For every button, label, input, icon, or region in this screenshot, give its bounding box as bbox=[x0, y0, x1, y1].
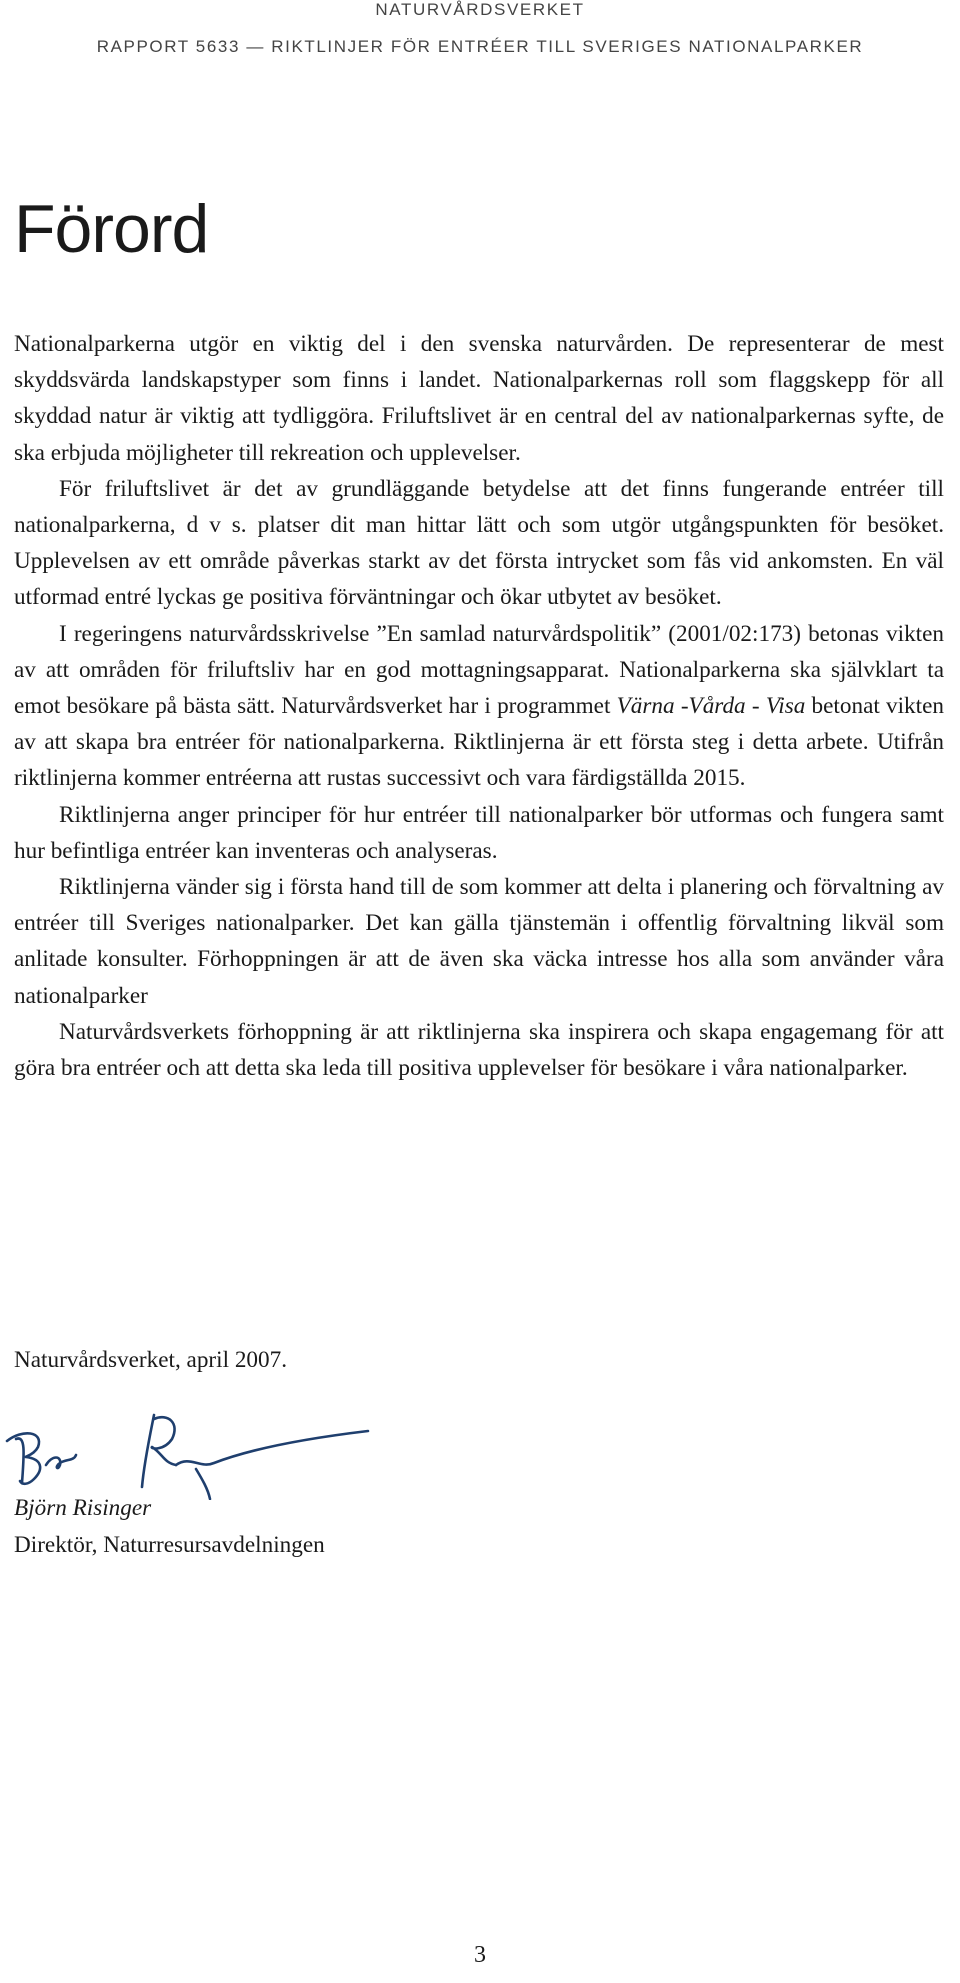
paragraph-2: För friluftslivet är det av grundläggande betydelse att det finns fungerande entréer till nationalparkerna, d v s. platser dit man hittar lätt och som utgör utgångspunkten för besöket. Upplevelsen av ett område påverkas starkt av det första intrycket som fås vid ankomsten. En väl utformad entré lyckas ge positiva förväntningar och ökar utbytet av besöket. bbox=[14, 475, 944, 611]
preface-body bbox=[14, 326, 944, 1086]
page-title: Förord bbox=[14, 191, 209, 267]
paragraph-3 bbox=[14, 616, 944, 797]
signature-stroke-tail bbox=[176, 1431, 368, 1465]
paragraph-1: Nationalparkerna utgör en viktig del i den svenska naturvården. De representerar de mest skyddsvärda landskapstyper som finns i landet. Nationalparkernas roll som flaggskepp för all skyddad natur är viktig att tydliggöra. Friluftslivet är en central del av nationalparkernas syfte, de ska erbjuda möjligheter till rekreation och upplevelser. bbox=[14, 331, 944, 466]
paragraph-5: Riktlinjerna vänder sig i första hand till de som kommer att delta i planering och förvaltning av entréer till Sveriges nationalparker. Det kan gälla tjänstemän i offentlig förvaltning likväl som anlitade konsulter. Förhoppningen är att de även ska väcka intresse hos alla som använder våra nationalparker bbox=[14, 874, 944, 1009]
program-name: Värna -Vårda - Visa bbox=[616, 693, 806, 720]
handwritten-signature bbox=[4, 1405, 374, 1500]
signature-stroke-r-loop bbox=[152, 1417, 176, 1465]
dateline: Naturvårdsverket, april 2007. bbox=[14, 1347, 288, 1373]
running-header-report-title: RAPPORT 5633 — RIKTLINJER FÖR ENTRÉER TILL SVERIGES NATIONALPARKER bbox=[96, 37, 864, 56]
signature-stroke-r-stem bbox=[142, 1415, 154, 1487]
page-number: 3 bbox=[474, 1942, 486, 1968]
paragraph-4: Riktlinjerna anger principer för hur entréer till nationalparker bör utformas och fungera samt hur befintliga entréer kan inventeras och analyseras. bbox=[14, 801, 944, 864]
signature-stroke-b-stem bbox=[16, 1438, 24, 1483]
signature-stroke-descender bbox=[196, 1469, 210, 1499]
paragraph-3-text-after: betonat vikten av att skapa bra entréer för nationalparkerna. Riktlinjerna är ett första steg i detta arbete. Utifrån riktlinjerna kommer entréerna att rustas successivt och vara färdigställda 2015. bbox=[14, 693, 944, 792]
signatory-name: Björn Risinger bbox=[14, 1495, 152, 1521]
running-header-org: NATURVÅRDSVERKET bbox=[375, 0, 585, 19]
signatory-role: Direktör, Naturresursavdelningen bbox=[14, 1532, 325, 1558]
paragraph-3-text-before: I regeringens naturvårdsskrivelse ”En samlad naturvårdspolitik” (2001/02:173) betonas vikten av att områden för friluftsliv har en god mottagningsapparat. Nationalparkerna ska självklart ta emot besökare på bästa sätt. Naturvårdsverket har i programmet bbox=[14, 620, 944, 720]
paragraph-6: Naturvårdsverkets förhoppning är att riktlinjerna ska inspirera och skapa engagemang för att göra bra entréer och att detta ska leda till positiva upplevelser för besökare i våra nationalparker. bbox=[14, 1018, 944, 1082]
signature-stroke-o bbox=[46, 1455, 76, 1468]
